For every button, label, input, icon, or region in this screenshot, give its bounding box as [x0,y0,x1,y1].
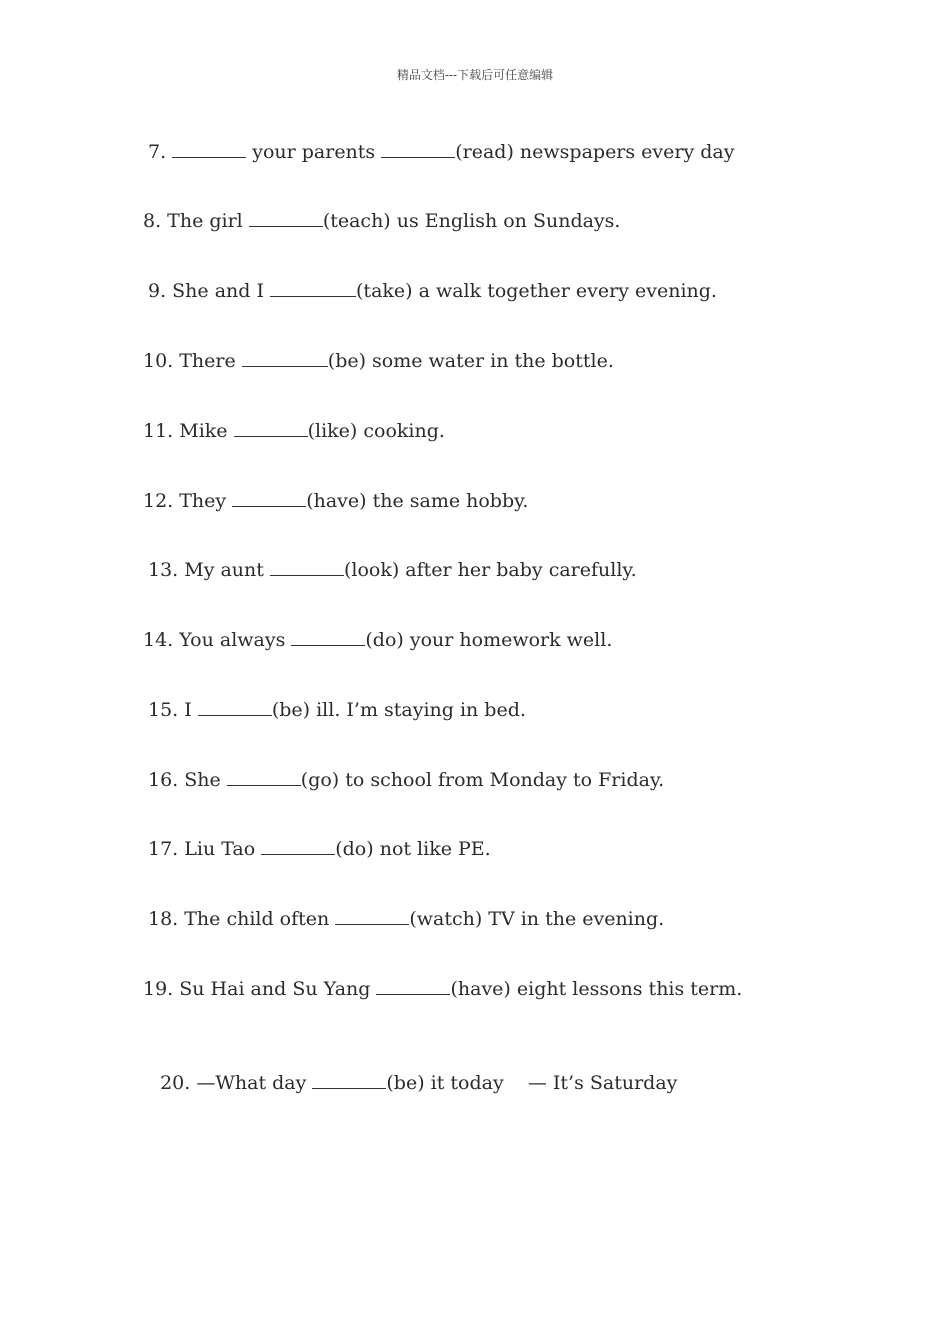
question-text: (have) eight lessons this term. [450,978,743,1000]
question-text: your parents [246,141,382,163]
question-text: 14. You always [143,629,292,651]
question-12 [143,488,528,513]
answer-blank[interactable] [270,278,356,297]
question-text: 7. [148,141,173,163]
question-19 [143,976,742,1001]
question-text: 13. My aunt [148,559,270,581]
answer-blank[interactable] [232,488,306,507]
answer-blank[interactable] [381,139,455,158]
question-text: 16. She [148,769,227,791]
question-text: (do) your homework well. [365,629,613,651]
question-7 [148,139,734,164]
question-text: (teach) us English on Sundays. [322,210,621,232]
answer-blank[interactable] [261,836,335,855]
answer-blank[interactable] [291,627,365,646]
question-text: (look) after her baby carefully. [343,559,637,581]
answer-blank[interactable] [270,557,344,576]
question-text: (do) not like PE. [335,838,491,860]
question-text: 9. She and I [148,280,271,302]
answer-blank[interactable] [227,767,301,786]
question-16 [148,767,664,792]
question-18 [148,906,664,931]
answer-blank[interactable] [249,208,323,227]
page-header: 精品文档---下载后可任意编辑 [396,68,554,82]
question-11 [143,418,445,443]
question-text: (go) to school from Monday to Friday. [300,769,665,791]
question-text: (be) it today — It’s Saturday [386,1072,678,1094]
question-text: 19. Su Hai and Su Yang [143,978,377,1000]
question-text: 11. Mike [143,420,234,442]
question-text: 15. I [148,699,198,721]
question-text: 18. The child often [148,908,336,930]
question-text: 20. —What day [160,1072,313,1094]
question-17 [148,836,491,861]
question-15 [148,697,526,722]
question-text: 10. There [143,350,242,372]
question-13 [148,557,637,582]
question-text: 8. The girl [143,210,249,232]
question-text: 12. They [143,490,233,512]
question-text: (watch) TV in the evening. [409,908,665,930]
question-10 [143,348,614,373]
question-text: (like) cooking. [307,420,445,442]
question-text: (read) newspapers every day [455,141,735,163]
question-14 [143,627,612,652]
question-text: 17. Liu Tao [148,838,262,860]
answer-blank[interactable] [198,697,272,716]
answer-blank[interactable] [234,418,308,437]
question-8 [143,208,620,233]
answer-blank[interactable] [335,906,409,925]
question-text: (have) the same hobby. [306,490,529,512]
answer-blank[interactable] [312,1070,386,1089]
answer-blank[interactable] [376,976,450,995]
question-9 [148,278,717,303]
answer-blank[interactable] [242,348,328,367]
question-text: (take) a walk together every evening. [356,280,717,302]
question-20 [148,1046,677,1095]
question-text: (be) ill. I’m staying in bed. [271,699,526,721]
answer-blank[interactable] [172,139,246,158]
question-text: (be) some water in the bottle. [327,350,614,372]
